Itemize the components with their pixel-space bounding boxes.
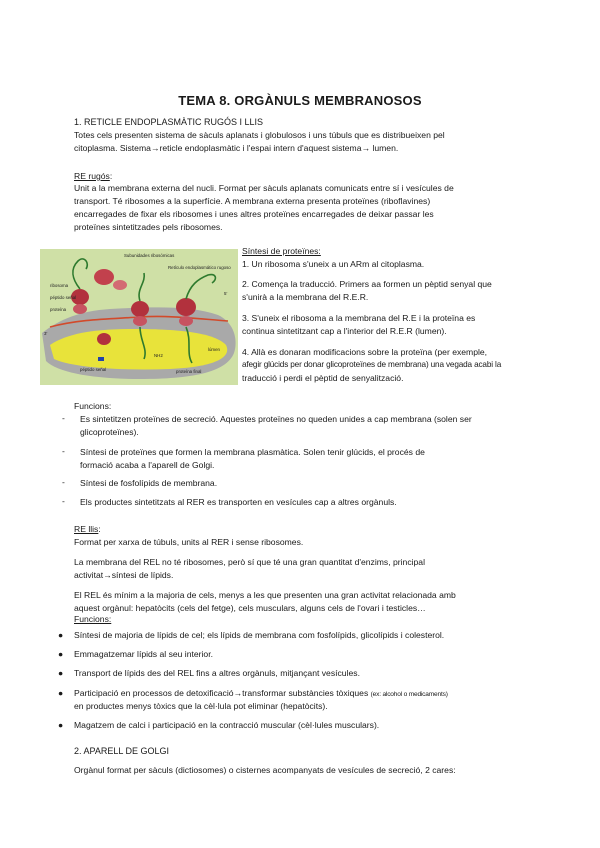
label-5prime: 5' bbox=[224, 291, 228, 296]
dot-bullet: ● bbox=[58, 720, 64, 730]
ribosome-bound-2-small bbox=[179, 316, 193, 326]
rer-line-3: encarregades de fixar els ribosomes i unes altres proteïnes encarregades de deixar passar les bbox=[74, 209, 434, 219]
synthesis-step-4c: traducció i perdi el pèptid de senyalització. bbox=[242, 373, 404, 383]
ribosome-subunit-large bbox=[94, 269, 114, 285]
rel-heading-text: RE llis bbox=[74, 524, 99, 534]
dot-bullet: ● bbox=[58, 688, 64, 698]
label-signal-peptide-2: péptido señal bbox=[80, 367, 107, 372]
label-final-protein: proteína final bbox=[176, 369, 202, 374]
label-signal-peptide: péptido señal bbox=[50, 295, 77, 300]
dash-bullet: - bbox=[62, 496, 65, 506]
dash-bullet: - bbox=[62, 413, 65, 423]
rel-line-2a: La membrana del REL no té ribosomes, però sí que té una gran quantitat d'enzims, principal bbox=[74, 557, 426, 567]
figure-svg bbox=[40, 249, 238, 385]
synthesis-step-4b: afegir glúcids per donar glicoproteïnes de membrana) una vegada acabi la bbox=[242, 360, 502, 369]
dot-bullet: ● bbox=[58, 630, 64, 640]
rel-functions-heading-text: Funcions: bbox=[74, 614, 112, 624]
rel-line-2b: activitat→síntesi de lípids. bbox=[74, 570, 174, 580]
label-subunits: Subunidades ribosómicas bbox=[124, 253, 175, 258]
rel-line-3b: aquest orgànul: hepatòcits (cels del fetge), cels musculars, alguns cels de l'ovari i testicles… bbox=[74, 603, 426, 613]
er-lumen-shape bbox=[50, 329, 227, 370]
synthesis-heading bbox=[242, 245, 321, 258]
synthesis-step-3b: continua sintetitzant cap a l'interior del R.E.R (lumen). bbox=[242, 326, 447, 336]
rer-function-2b: formació acaba a l'aparell de Golgi. bbox=[80, 460, 215, 470]
rer-function-3: Síntesi de fosfolípids de membrana. bbox=[80, 478, 218, 488]
rer-function-1b: glicoproteïnes). bbox=[80, 427, 139, 437]
ribosome-bound-3 bbox=[97, 333, 111, 345]
rer-function-1a: Es sintetitzen proteïnes de secreció. Aquestes proteïnes no queden unides a cap membrana (solen ser bbox=[80, 414, 472, 424]
label-lumen: lúmen bbox=[208, 347, 220, 352]
ribosome-subunit-small bbox=[113, 280, 127, 290]
section-heading-reticle: 1. RETICLE ENDOPLASMÀTIC RUGÓS I LLIS bbox=[74, 117, 264, 127]
dash-bullet: - bbox=[62, 477, 65, 487]
ribosome-bound-1-small bbox=[133, 316, 147, 326]
rel-function-4a-example: (ex: alcohol o medicaments) bbox=[370, 691, 448, 698]
rel-function-2: Emmagatzemar lípids al seu interior. bbox=[74, 649, 213, 659]
rer-function-4: Els productes sintetitzats al RER es transporten en vesícules cap a altres orgànuls. bbox=[80, 497, 397, 507]
ribosome-bound-2 bbox=[176, 298, 196, 316]
golgi-line-1: Orgànul format per sàculs (dictiosomes) o cisternes acompanyats de vesícules de secreció, 2 cares: bbox=[74, 765, 456, 775]
label-3prime: 3' bbox=[44, 331, 48, 336]
intro-line-1: Totes cels presenten sistema de sàculs aplanats i globulosos i uns túbuls que es distribueixen pel bbox=[74, 130, 445, 140]
label-ribosome: ribosoma bbox=[50, 283, 69, 288]
rer-heading-text: RE rugós bbox=[74, 171, 110, 181]
label-protein: proteína bbox=[50, 307, 67, 312]
signal-peptide-mark bbox=[98, 357, 104, 361]
label-rer: Retículo endoplasmático rugoso bbox=[168, 265, 231, 270]
synthesis-step-2a: 2. Comença la traducció. Primers aa formen un pèptid senyal que bbox=[242, 279, 492, 289]
rel-function-3: Transport de lípids des del REL fins a altres orgànuls, mitjançant vesícules. bbox=[74, 668, 360, 678]
rer-line-4: proteïnes sintetitzades pels ribosomes. bbox=[74, 222, 223, 232]
rer-heading: RE rugós: bbox=[74, 171, 113, 181]
rel-line-1: Format per xarxa de túbuls, units al RER i sense ribosomes. bbox=[74, 537, 304, 547]
synthesis-heading-text: Síntesi de proteïnes: bbox=[242, 246, 321, 256]
label-nh2: NH2 bbox=[154, 353, 163, 358]
rer-line-2: transport. Té ribosomes a la superfície. A membrana externa presenta proteïnes (riboflavines) bbox=[74, 196, 431, 206]
section-heading-golgi: 2. APARELL DE GOLGI bbox=[74, 746, 170, 756]
dot-bullet: ● bbox=[58, 668, 64, 678]
rel-function-4a-text: Participació en processos de detoxificació→transformar substàncies tòxiques bbox=[74, 688, 369, 698]
rel-heading: RE llis: bbox=[74, 524, 101, 534]
rer-line-1: Unit a la membrana externa del nucli. Format per sàculs aplanats comunicats entre sí i vesícules de bbox=[74, 183, 454, 193]
rel-function-4b: en productes menys tòxics que la cèl·lula pot eliminar (hepatòcits). bbox=[74, 701, 328, 711]
ribosome-bound-1 bbox=[131, 301, 149, 317]
synthesis-step-1: 1. Un ribosoma s'uneix a un ARm al citoplasma. bbox=[242, 259, 425, 269]
intro-line-2: citoplasma. Sistema→reticle endoplasmàtic i l'espai intern d'aquest sistema→ lumen. bbox=[74, 143, 399, 153]
synthesis-step-2b: s'unirà a la membrana del R.E.R. bbox=[242, 292, 369, 302]
rer-functions-heading: Funcions: bbox=[74, 401, 112, 411]
synthesis-step-3a: 3. S'uneix el ribosoma a la membrana del R.E i la proteïna es bbox=[242, 313, 476, 323]
rer-protein-synthesis-figure bbox=[40, 249, 238, 385]
dot-bullet: ● bbox=[58, 649, 64, 659]
rel-line-3a: El REL és mínim a la majoria de cels, menys a les que presenten una gran activitat relacionada amb bbox=[74, 590, 456, 600]
rel-function-5: Magatzem de calci i participació en la contracció muscular (cèl·lules musculars). bbox=[74, 720, 380, 730]
rel-functions-heading bbox=[74, 613, 111, 626]
page-title: TEMA 8. ORGÀNULS MEMBRANOSOS bbox=[178, 93, 422, 108]
dash-bullet: - bbox=[62, 446, 65, 456]
synthesis-step-4a: 4. Allà es donaran modificacions sobre la proteïna (per exemple, bbox=[242, 347, 488, 357]
rer-function-2a: Síntesi de proteïnes que formen la membrana plasmàtica. Solen tenir glúcids, el procés de bbox=[80, 447, 425, 457]
ribosome-free-small bbox=[73, 304, 87, 314]
rel-function-1: Síntesi de majoria de lípids de cel; els lípids de membrana com fosfolípids, glicolípids i colesterol. bbox=[74, 630, 445, 640]
